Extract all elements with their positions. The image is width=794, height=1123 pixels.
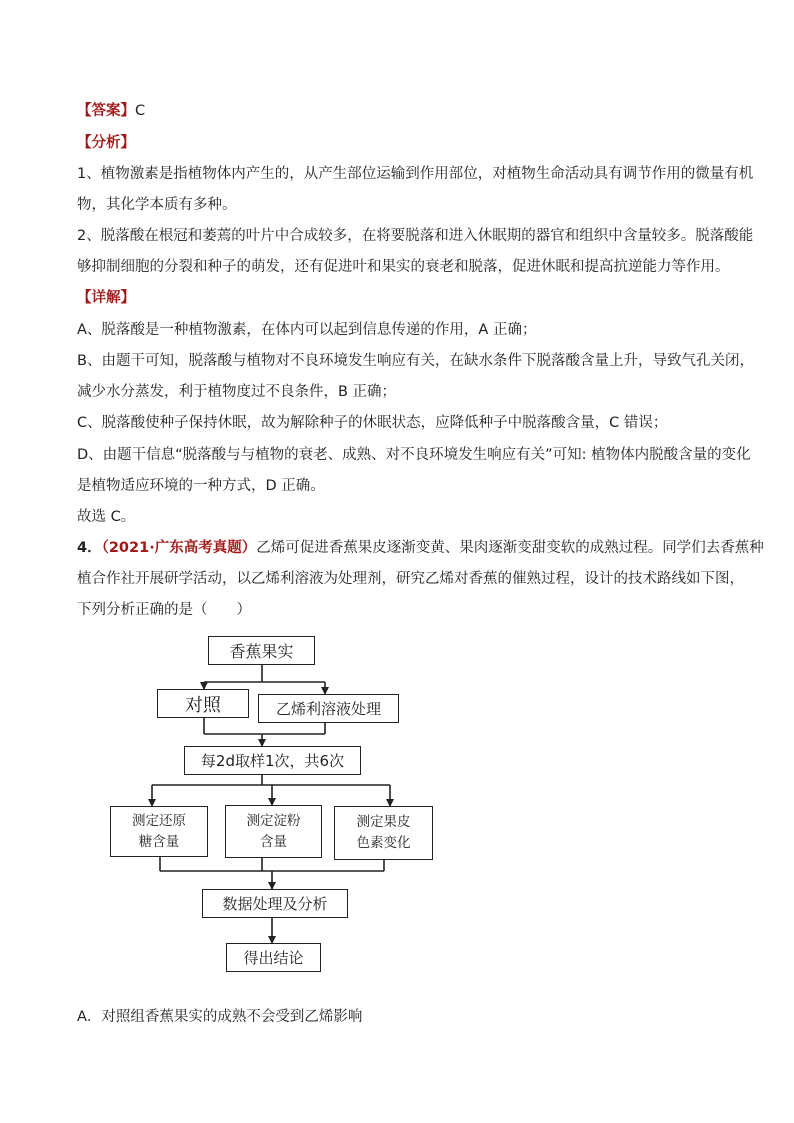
option-a: A．对照组香蕉果实的成熟不会受到乙烯影响 <box>77 1009 363 1025</box>
question-source: （2021·广东高考真题） <box>101 540 257 556</box>
flow-box-conclusion-label: 得出结论 <box>243 949 304 967</box>
analysis-p1-line1: 1、植物激素是指植物体内产生的，从产生部位运输到作用部位，对植物生命活动具有调节作用的微量有机 <box>77 166 754 182</box>
analysis-p2-line1: 2、脱落酸在根冠和萎蔫的叶片中合成较多，在将要脱落和进入休眠期的器官和组织中含量较多。脱落酸能 <box>77 228 754 244</box>
flow-box-starch <box>225 805 322 858</box>
flow-box-ethephon-treatment-label: 乙烯利溶液处理 <box>275 700 381 718</box>
flow-box-ethephon-treatment <box>258 694 399 723</box>
flow-box-peel-pigment <box>334 806 433 860</box>
analysis-tag: 【分析】 <box>77 135 135 151</box>
flow-box-conclusion <box>226 943 321 972</box>
flow-box-peel-pigment-line2: 色素变化 <box>356 835 411 851</box>
question-number: 4． <box>77 540 102 556</box>
question-line3: 下列分析正确的是（ ） <box>77 602 251 618</box>
detail-option-c: C、脱落酸使种子保持休眠，故为解除种子的休眠状态，应降低种子中脱落酸含量，C 错误； <box>77 415 668 431</box>
detail-option-b-line2: 减少水分蒸发，利于植物度过不良条件，B 正确； <box>77 384 397 400</box>
flow-box-banana-fruit-label: 香蕉果实 <box>229 642 294 661</box>
flow-box-peel-pigment-line1: 测定果皮 <box>356 814 411 830</box>
analysis-p2-line2: 够抑制细胞的分裂和种子的萌发，还有促进叶和果实的衰老和脱落，促进休眠和提高抗逆能力等作用。 <box>77 259 730 275</box>
flow-box-sampling <box>184 746 361 775</box>
answer-tag: 【答案】 <box>77 103 135 119</box>
flow-box-banana-fruit <box>208 636 315 665</box>
detail-conclusion: 故选 C。 <box>77 509 136 525</box>
answer-value: C <box>135 103 146 119</box>
analysis-p1-line2: 物，其化学本质有多种。 <box>77 197 237 213</box>
flow-box-reducing-sugar-line2: 糖含量 <box>138 833 180 850</box>
detail-tag: 【详解】 <box>77 290 135 306</box>
detail-option-d-line2: 是植物适应环境的一种方式，D 正确。 <box>77 478 325 494</box>
flow-box-control-label: 对照 <box>185 694 221 716</box>
detail-option-b-line1: B、由题干可知，脱落酸与植物对不良环境发生响应有关，在缺水条件下脱落酸含量上升，导致气孔关闭， <box>77 353 754 369</box>
flow-box-data-processing <box>202 889 348 918</box>
flow-box-control <box>157 689 249 718</box>
flow-box-reducing-sugar <box>110 806 208 857</box>
flow-box-reducing-sugar-line1: 测定还原 <box>132 812 186 829</box>
detail-option-a: A、脱落酸是一种植物激素，在体内可以起到信息传递的作用，A 正确； <box>77 322 537 338</box>
flow-box-sampling-label: 每2d取样1次，共6次 <box>200 752 345 770</box>
question-stem-start: 乙烯可促进香蕉果皮逐渐变黄、果肉逐渐变甜变软的成熟过程。同学们去香蕉种 <box>256 540 764 556</box>
detail-option-d-line1: D、由题干信息“脱落酸与与植物的衰老、成熟、对不良环境发生响应有关”可知: 植物体内脱酸含量的变化 <box>77 447 751 463</box>
flow-box-data-processing-label: 数据处理及分析 <box>222 895 328 913</box>
flow-box-starch-line1: 测定淀粉 <box>246 812 301 829</box>
flow-box-starch-line2: 含量 <box>260 833 287 850</box>
question-line2: 植合作社开展研学活动，以乙烯利溶液为处理剂，研究乙烯对香蕉的催熟过程，设计的技术路线如下图， <box>77 571 744 587</box>
